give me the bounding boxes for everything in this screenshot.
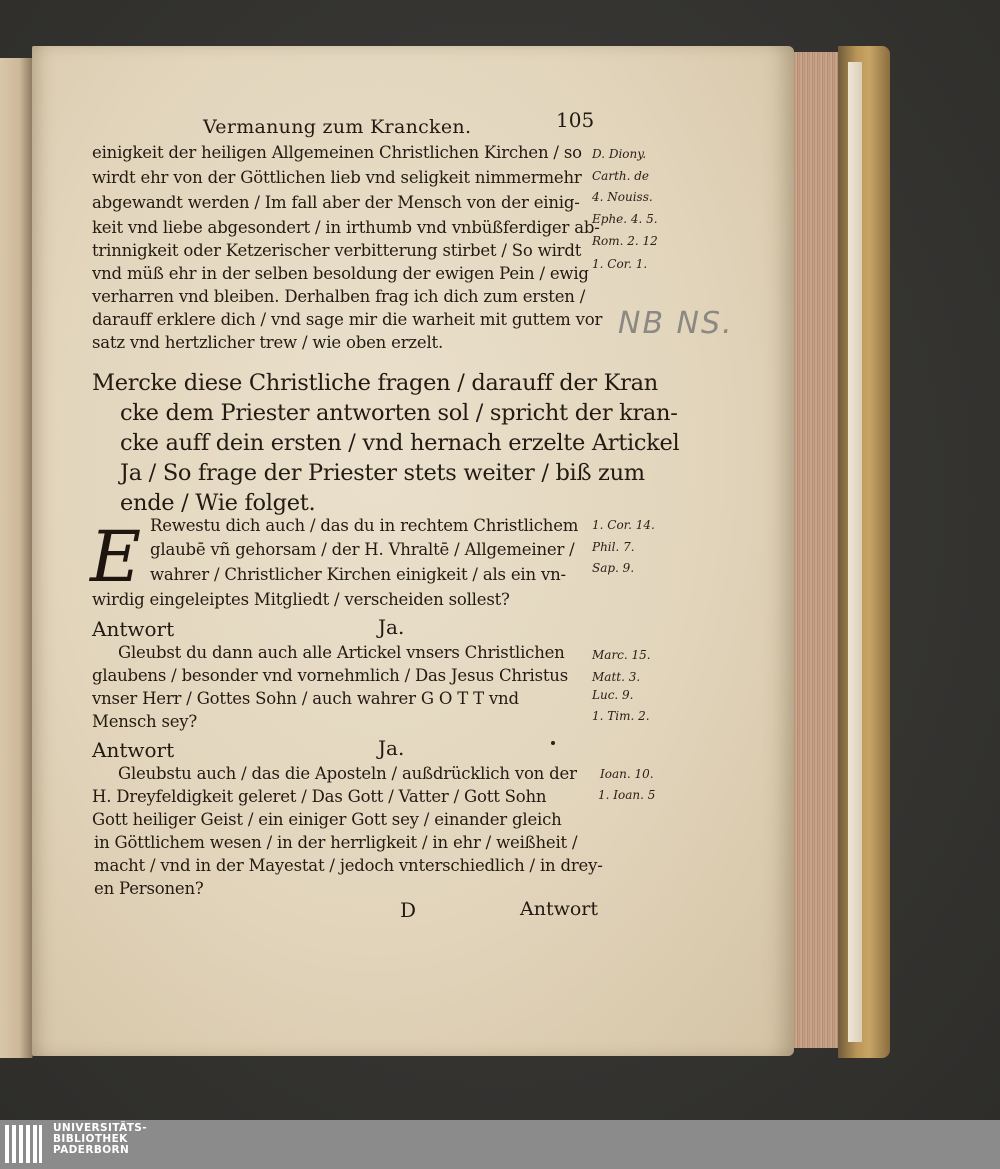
- question-line: en Personen?: [94, 879, 204, 898]
- body-line: satz vnd hertzlicher trew / wie oben erzelt.: [92, 333, 444, 352]
- margin-note: Matt. 3.: [592, 670, 641, 684]
- margin-note: Sap. 9.: [592, 561, 635, 575]
- question-line: vnser Herr / Gottes Sohn / auch wahrer G O T T vnd: [92, 689, 519, 708]
- margin-note: Ephe. 4. 5.: [592, 212, 658, 226]
- endpaper-strip: [848, 62, 862, 1042]
- running-header: Vermanung zum Krancken.: [203, 116, 472, 138]
- margin-note: Carth. de: [592, 169, 650, 183]
- pencil-annotation: NB NS.: [618, 306, 734, 341]
- section-heading-line: Mercke diese Christliche fragen / darauff der Kran: [92, 370, 658, 396]
- margin-note: Marc. 15.: [592, 648, 651, 662]
- body-line: abgewandt werden / Im fall aber der Mensch von der einig-: [92, 193, 580, 212]
- book-cover-edge: [838, 46, 890, 1058]
- section-heading-line: ende / Wie folget.: [120, 490, 316, 516]
- drop-cap: E: [90, 516, 142, 598]
- question-line: wahrer / Christlicher Kirchen einigkeit / als ein vn-: [150, 565, 566, 584]
- margin-note: Rom. 2. 12: [592, 234, 658, 248]
- margin-note: Ioan. 10.: [600, 767, 654, 781]
- question-line: in Göttlichem wesen / in der herrligkeit / in ehr / weißheit /: [94, 833, 578, 852]
- question-line: Gleubstu auch / das die Aposteln / außdrücklich von der: [118, 764, 577, 783]
- answer-value: Ja.: [378, 736, 405, 760]
- library-footer-bar: [0, 1120, 1000, 1169]
- question-line: Rewestu dich auch / das du in rechtem Christlichem: [150, 516, 579, 535]
- question-line: macht / vnd in der Mayestat / jedoch vnterschiedlich / in drey-: [94, 856, 603, 875]
- section-heading-line: cke dem Priester antworten sol / spricht der kran-: [120, 400, 678, 426]
- signature-mark: D: [400, 898, 417, 922]
- answer-value: Ja.: [378, 615, 405, 639]
- question-line: glaubens / besonder vnd vornehmlich / Das Jesus Christus: [92, 666, 568, 685]
- body-line: vnd müß ehr in der selben besoldung der ewigen Pein / ewig: [92, 264, 589, 283]
- library-name-line: BIBLIOTHEK: [53, 1133, 128, 1145]
- margin-note: 1. Ioan. 5: [598, 788, 656, 802]
- margin-note: 1. Tim. 2.: [592, 709, 650, 723]
- margin-note: Luc. 9.: [592, 688, 634, 702]
- facing-page-edge: [0, 58, 33, 1058]
- body-line: einigkeit der heiligen Allgemeinen Christlichen Kirchen / so: [92, 143, 582, 162]
- library-logo-icon: [4, 1123, 44, 1165]
- library-name-line: PADERBORN: [53, 1144, 130, 1156]
- answer-label: Antwort: [92, 617, 175, 641]
- catchword: Antwort: [520, 898, 599, 920]
- ink-dot: [551, 741, 555, 745]
- question-line: wirdig eingeleiptes Mitgliedt / verscheiden sollest?: [92, 590, 510, 609]
- margin-note: 4. Nouiss.: [592, 190, 653, 204]
- question-line: Gleubst du dann auch alle Artickel vnsers Christlichen: [118, 643, 565, 662]
- body-line: darauff erklere dich / vnd sage mir die warheit mit guttem vor: [92, 310, 603, 329]
- answer-label: Antwort: [92, 738, 175, 762]
- body-line: keit vnd liebe abgesondert / in irthumb vnd vnbüßferdiger ab-: [92, 218, 600, 237]
- question-line: Gott heiliger Geist / ein einiger Gott sey / einander gleich: [92, 810, 562, 829]
- library-name-line: UNIVERSITÄTS-: [53, 1122, 148, 1134]
- body-line: verharren vnd bleiben. Derhalben frag ich dich zum ersten /: [92, 287, 586, 306]
- body-line: trinnigkeit oder Ketzerischer verbitterung stirbet / So wirdt: [92, 241, 582, 260]
- section-heading-line: Ja / So frage der Priester stets weiter / biß zum: [120, 460, 645, 486]
- question-line: Mensch sey?: [92, 712, 198, 731]
- section-heading-line: cke auff dein ersten / vnd hernach erzelte Artickel: [120, 430, 680, 456]
- page-number: 105: [556, 108, 595, 132]
- question-line: H. Dreyfeldigkeit geleret / Das Gott / Vatter / Gott Sohn: [92, 787, 547, 806]
- margin-note: 1. Cor. 14.: [592, 518, 655, 532]
- body-line: wirdt ehr von der Göttlichen lieb vnd seligkeit nimmermehr: [92, 168, 582, 187]
- margin-note: 1. Cor. 1.: [592, 257, 648, 271]
- question-line: glaubē vñ gehorsam / der H. Vhraltē / Allgemeiner /: [150, 540, 575, 559]
- margin-note: D. Diony.: [592, 147, 647, 161]
- margin-note: Phil. 7.: [592, 540, 635, 554]
